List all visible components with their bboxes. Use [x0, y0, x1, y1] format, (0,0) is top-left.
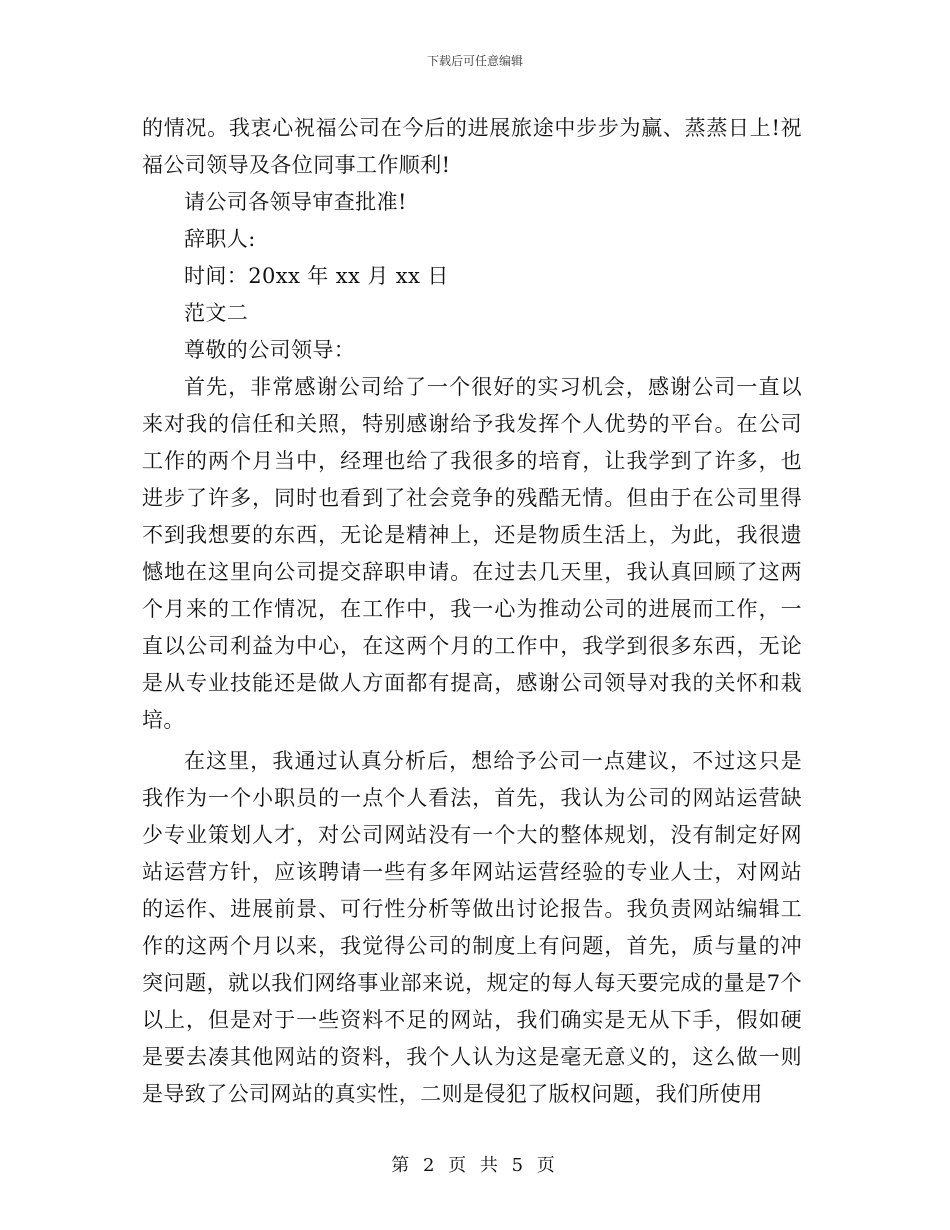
paragraph-suggestions: 在这里，我通过认真分析后，想给予公司一点建议，不过这只是我作为一个小职员的一点个人看法，首先，我认为公司的网站运营缺少专业策划人才，对公司网站没有一个大的整体规划，没有制定好网站运营方针，应该聘请一些有多年网站运营经验的专业人士，对网站的运作、进展前景、可行性分析等做出讨论报告。我负责网站编辑工作的这两个月以来，我觉得公司的制度上有问题，首先，质与量的冲突问题，就以我们网络事业部来说，规定的每人每天要完成的量是7个以上，但是对于一些资料不足的网站，我们确实是无从下手，假如硬是要去凑其他网站的资料，我个人认为这是毫无意义的，这么做一则是导致了公司网站的真实性，二则是侵犯了版权问题，我们所使用 — [142, 749, 802, 1106]
paragraph-sample-two-title: 范文二 — [184, 301, 249, 325]
page-number: 第 2 页 共 5 页 — [391, 1155, 559, 1176]
document-body — [142, 110, 802, 1113]
paragraph-salutation: 尊敬的公司领导： — [184, 338, 356, 362]
paragraph-closing-wishes: 的情况。我衷心祝福公司在今后的进展旅途中步步为赢、蒸蒸日上!祝福公司领导及各位同事工作顺利! — [142, 116, 802, 177]
page-header: 下载后可任意编辑 — [426, 54, 523, 68]
paragraph-approval-request: 请公司各领导审查批准! — [184, 190, 407, 214]
paragraph-resigner: 辞职人: — [184, 227, 256, 251]
paragraph-gratitude: 首先，非常感谢公司给了一个很好的实习机会，感谢公司一直以来对我的信任和关照，特别感谢给予我发挥个人优势的平台。在公司工作的两个月当中，经理也给了我很多的培育，让我学到了许多，也进步了许多，同时也看到了社会竞争的残酷无情。但由于在公司里得不到我想要的东西，无论是精神上，还是物质生活上，为此，我很遗憾地在这里向公司提交辞职申请。在过去几天里，我认真回顾了这两个月来的工作情况，在工作中，我一心为推动公司的进展而工作，一直以公司利益为中心，在这两个月的工作中，我学到很多东西，无论是从专业技能还是做人方面都有提高，感谢公司领导对我的关怀和栽培。 — [142, 375, 802, 732]
paragraph-date: 时间：20xx 年 xx 月 xx 日 — [184, 264, 449, 288]
